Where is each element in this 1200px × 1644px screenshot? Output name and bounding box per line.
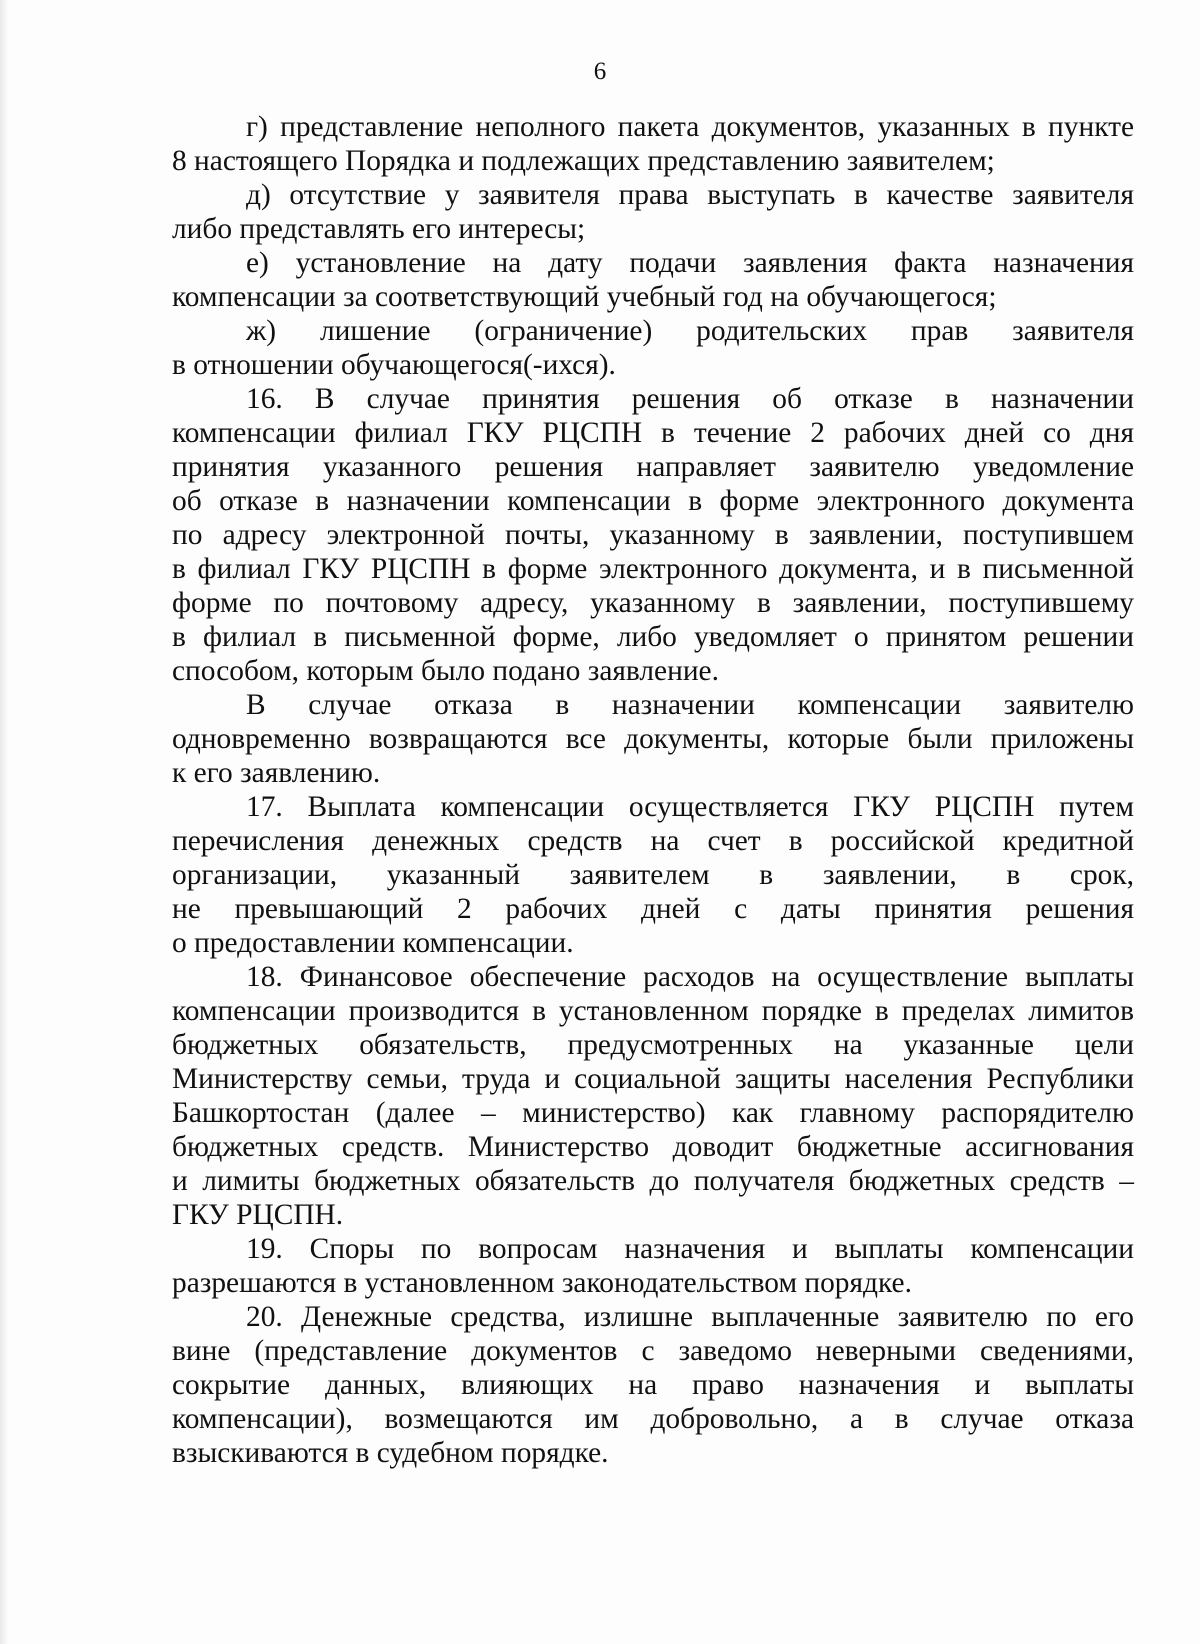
text-line: В случае отказа в назначении компенсации заявителю xyxy=(246,689,1134,721)
paragraph-p16 xyxy=(172,382,1134,688)
text-line: ж) лишение (ограничение) родительских прав заявителя xyxy=(246,315,1134,347)
text-line: об отказе в назначении компенсации в форме электронного документа xyxy=(172,485,1134,517)
paragraph-g xyxy=(172,110,1134,178)
text-line: о предоставлении компенсации. xyxy=(172,927,574,959)
text-line: Министерству семьи, труда и социальной защиты населения Республики xyxy=(172,1063,1134,1095)
text-line: бюджетных обязательств, предусмотренных на указанные цели xyxy=(172,1029,1134,1061)
text-line: разрешаются в установленном законодательством порядке. xyxy=(172,1267,912,1299)
text-line: вине (представление документов с заведомо неверными сведениями, xyxy=(172,1335,1134,1367)
text-line: форме по почтовому адресу, указанному в заявлении, поступившему xyxy=(172,587,1134,619)
text-line: бюджетных средств. Министерство доводит бюджетные ассигнования xyxy=(172,1131,1134,1163)
text-line: по адресу электронной почты, указанному в заявлении, поступившем xyxy=(172,519,1134,551)
scan-edge xyxy=(0,0,8,1644)
paragraph-p16b xyxy=(172,688,1134,790)
text-line: Башкортостан (далее – министерство) как главному распорядителю xyxy=(172,1097,1134,1129)
text-line: в филиал ГКУ РЦСПН в форме электронного документа, и в письменной xyxy=(172,553,1134,585)
text-line: либо представлять его интересы; xyxy=(172,213,586,245)
text-line: компенсации филиал ГКУ РЦСПН в течение 2 рабочих дней со дня xyxy=(172,417,1134,449)
text-line: способом, которым было подано заявление. xyxy=(172,655,719,687)
text-line: компенсации за соответствующий учебный год на обучающегося; xyxy=(172,281,997,313)
text-line: 18. Финансовое обеспечение расходов на осуществление выплаты xyxy=(246,961,1134,993)
paragraph-e xyxy=(172,246,1134,314)
text-line: в филиал в письменной форме, либо уведомляет о принятом решении xyxy=(172,621,1134,653)
text-line: компенсации), возмещаются им добровольно, а в случае отказа xyxy=(172,1403,1134,1435)
document-body xyxy=(172,110,1134,1470)
text-line: организации, указанный заявителем в заявлении, в срок, xyxy=(172,859,1134,891)
text-line: перечисления денежных средств на счет в российской кредитной xyxy=(172,825,1134,857)
text-line: 16. В случае принятия решения об отказе в назначении xyxy=(246,383,1134,415)
text-line: ГКУ РЦСПН. xyxy=(172,1199,344,1231)
text-line: в отношении обучающегося(-ихся). xyxy=(172,349,616,381)
text-line: д) отсутствие у заявителя права выступать в качестве заявителя xyxy=(246,179,1134,211)
text-line: к его заявлению. xyxy=(172,757,381,789)
text-line: сокрытие данных, влияющих на право назначения и выплаты xyxy=(172,1369,1134,1401)
text-line: 19. Споры по вопросам назначения и выплаты компенсации xyxy=(246,1233,1134,1265)
text-line: 20. Денежные средства, излишне выплаченные заявителю по его xyxy=(246,1301,1134,1333)
text-line: 17. Выплата компенсации осуществляется ГКУ РЦСПН путем xyxy=(246,791,1134,823)
paragraph-p18 xyxy=(172,960,1134,1232)
paragraph-zh xyxy=(172,314,1134,382)
text-line: г) представление неполного пакета документов, указанных в пункте xyxy=(246,111,1134,143)
text-line: 8 настоящего Порядка и подлежащих представлению заявителем; xyxy=(172,145,995,177)
page-number: 6 xyxy=(593,58,607,85)
text-line: не превышающий 2 рабочих дней с даты принятия решения xyxy=(172,893,1134,925)
text-line: е) установление на дату подачи заявления факта назначения xyxy=(246,247,1134,279)
text-line: принятия указанного решения направляет заявителю уведомление xyxy=(172,451,1134,483)
text-line: взыскиваются в судебном порядке. xyxy=(172,1437,609,1469)
paragraph-p17 xyxy=(172,790,1134,960)
text-line: и лимиты бюджетных обязательств до получателя бюджетных средств – xyxy=(172,1165,1134,1197)
text-line: одновременно возвращаются все документы, которые были приложены xyxy=(172,723,1134,755)
text-line: компенсации производится в установленном порядке в пределах лимитов xyxy=(172,995,1134,1027)
paragraph-p19 xyxy=(172,1232,1134,1300)
paragraph-d xyxy=(172,178,1134,246)
paragraph-p20 xyxy=(172,1300,1134,1470)
